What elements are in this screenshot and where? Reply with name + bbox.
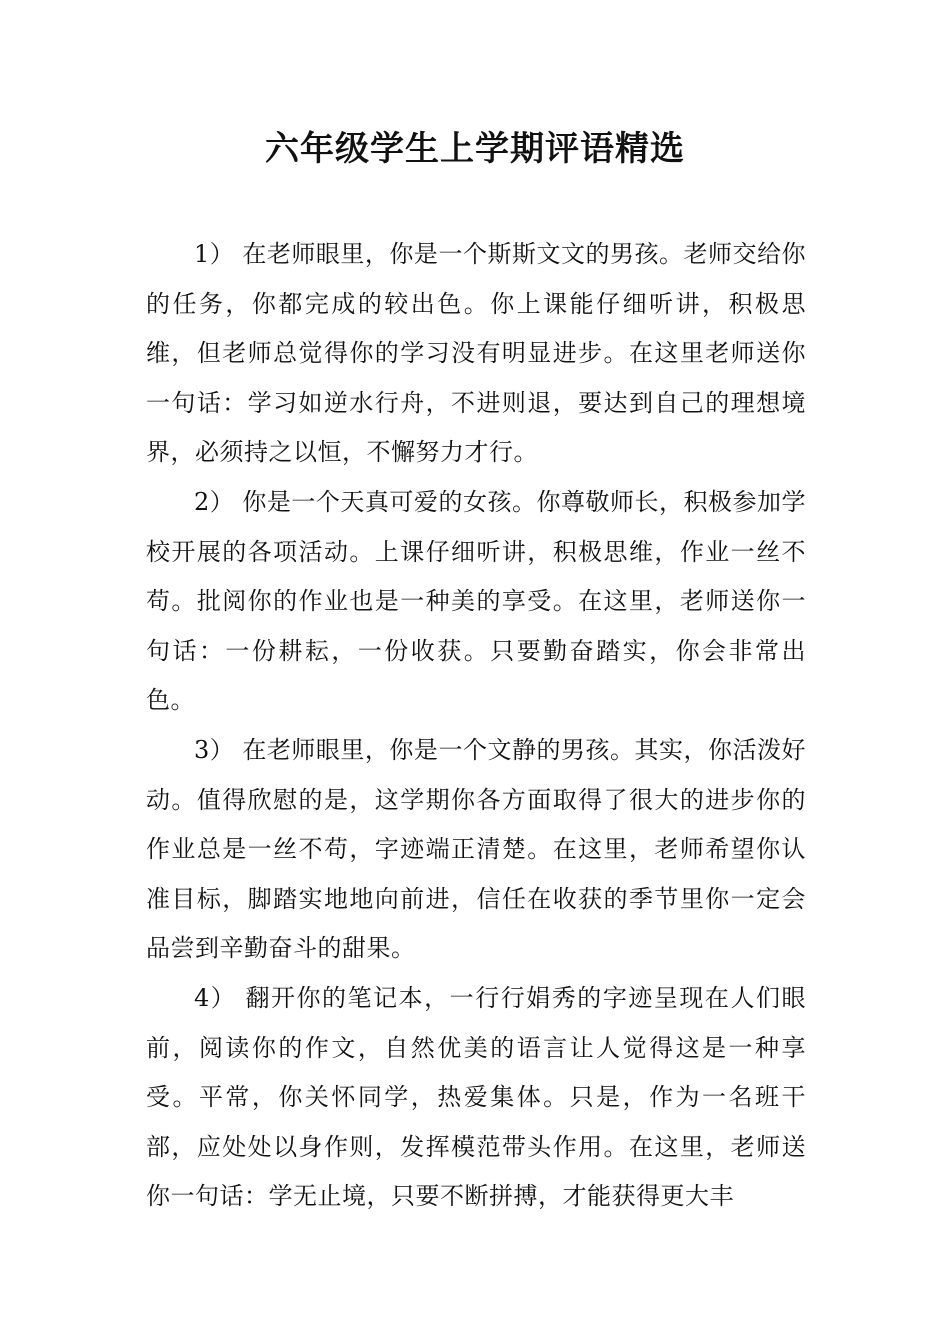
comment-paragraph-4 bbox=[146, 974, 806, 1222]
comment-text-4: 4） 翻开你的笔记本，一行行娟秀的字迹呈现在人们眼前，阅读你的作文，自然优美的语言让人觉得这是一种享受。平常，你关怀同学，热爱集体。只是，作为一名班干部，应处处以身作则，发挥模范带头作用。在这里，老师送你一句话：学无止境，只要不断拼搏，才能获得更大丰 bbox=[146, 983, 806, 1211]
comment-paragraph-2 bbox=[146, 478, 806, 726]
comment-paragraph-3 bbox=[146, 726, 806, 974]
comment-text-1: 1） 在老师眼里，你是一个斯斯文文的男孩。老师交给你的任务，你都完成的较出色。你上课能仔细听讲，积极思维，但老师总觉得你的学习没有明显进步。在这里老师送你一句话：学习如逆水行舟，不进则退，要达到自己的理想境界，必须持之以恒，不懈努力才行。 bbox=[146, 240, 806, 467]
comment-text-2: 2） 你是一个天真可爱的女孩。你尊敬师长，积极参加学校开展的各项活动。上课仔细听讲，积极思维，作业一丝不苟。批阅你的作业也是一种美的享受。在这里，老师送你一句话：一份耕耘，一份收获。只要勤奋踏实，你会非常出色。 bbox=[146, 487, 806, 715]
comment-text-3: 3） 在老师眼里，你是一个文静的男孩。其实，你活泼好动。值得欣慰的是，这学期你各方面取得了很大的进步你的作业总是一丝不苟，字迹端正清楚。在这里，老师希望你认准目标，脚踏实地地向前进，信任在收获的季节里你一定会品尝到辛勤奋斗的甜果。 bbox=[146, 735, 806, 963]
document-title: 六年级学生上学期评语精选 bbox=[265, 129, 685, 169]
document-body bbox=[146, 230, 806, 1222]
comment-paragraph-1 bbox=[146, 230, 806, 478]
